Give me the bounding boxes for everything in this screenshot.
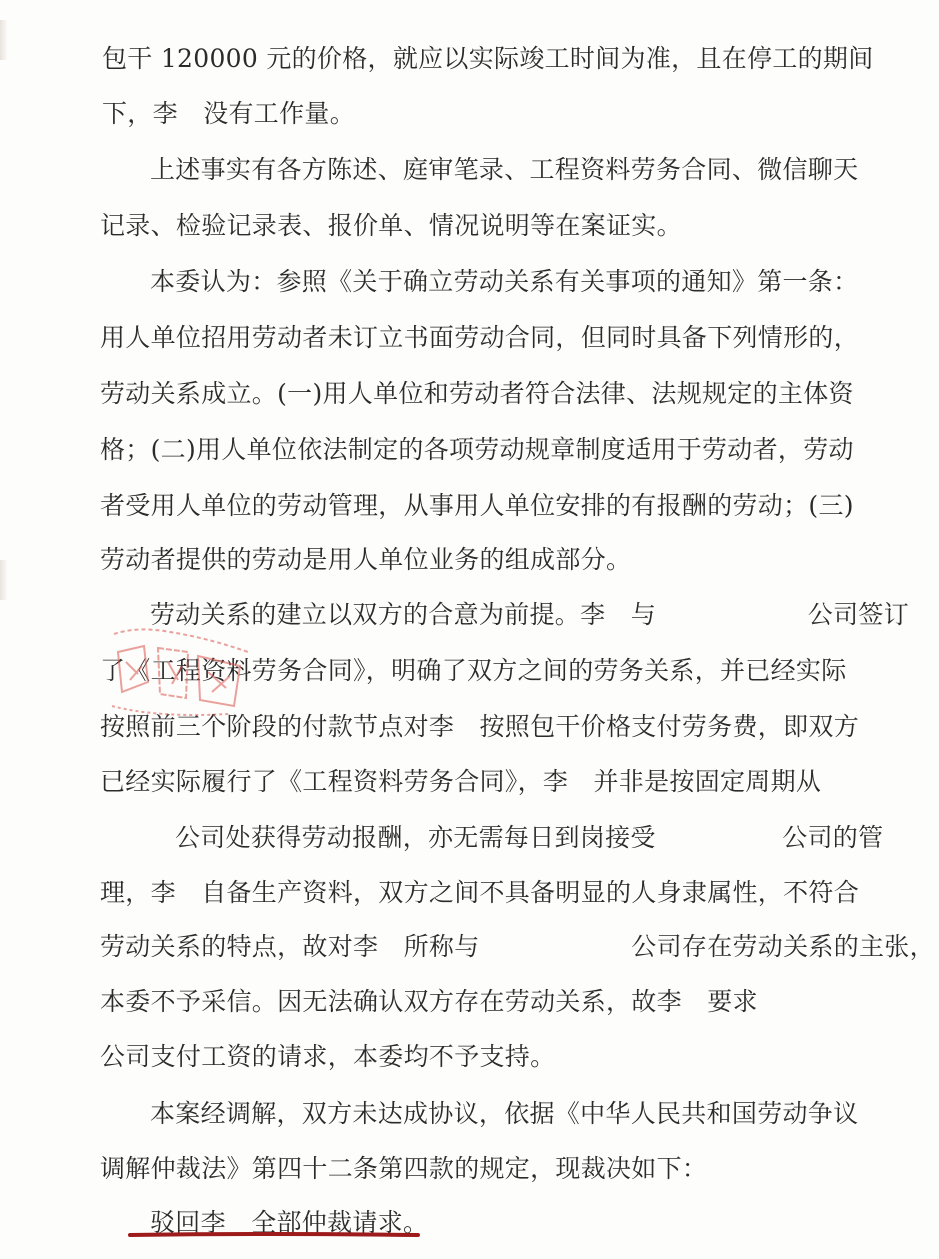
- text-line: 已经实际履行了《工程资料劳务合同》，李 并非是按固定周期从: [100, 767, 822, 796]
- text-line: 者受用人单位的劳动管理，从事用人单位安排的有报酬的劳动；(三): [100, 491, 854, 520]
- text-line: 劳动关系的特点，故对李 所称与 公司存在劳动关系的主张，: [100, 932, 935, 961]
- text-line: 了《工程资料劳务合同》，明确了双方之间的劳务关系，并已经实际: [100, 656, 847, 685]
- text-line: 记录、检验记录表、报价单、情况说明等在案证实。: [100, 211, 682, 240]
- text-line: 用人单位招用劳动者未订立书面劳动合同，但同时具备下列情形的，: [100, 323, 860, 352]
- text-line: 格；(二)用人单位依法制定的各项劳动规章制度适用于劳动者，劳动: [100, 435, 854, 464]
- text-line: 劳动者提供的劳动是用人单位业务的组成部分。: [100, 545, 632, 574]
- paragraph-start: 本委认为：参照《关于确立劳动关系有关事项的通知》第一条：: [150, 267, 859, 296]
- text-line: 理，李 自备生产资料，双方之间不具备明显的人身隶属性，不符合: [100, 878, 860, 907]
- scan-edge-mark: [0, 20, 8, 60]
- text-line: 调解仲裁法》第四十二条第四款的规定，现裁决如下：: [100, 1154, 708, 1183]
- paragraph-start: 上述事实有各方陈述、庭审笔录、工程资料劳务合同、微信聊天: [150, 155, 859, 184]
- paragraph-start: 劳动关系的建立以双方的合意为前提。李 与 公司签订: [150, 600, 910, 629]
- ruling-text: 驳回李 全部仲裁请求。: [150, 1208, 429, 1237]
- text-line: 公司支付工资的请求，本委均不予支持。: [100, 1042, 556, 1071]
- text-line: 劳动关系成立。(一)用人单位和劳动者符合法律、法规规定的主体资: [100, 379, 854, 408]
- text-line: 包干 120000 元的价格，就应以实际竣工时间为准，且在停工的期间: [102, 44, 874, 73]
- paragraph-start: 本案经调解，双方未达成协议，依据《中华人民共和国劳动争议: [150, 1099, 859, 1128]
- text-line: 按照前三个阶段的付款节点对李 按照包干价格支付劳务费，即双方: [100, 712, 860, 741]
- text-line: 下，李 没有工作量。: [102, 99, 356, 128]
- text-line: 本委不予采信。因无法确认双方存在劳动关系，故李 要求: [100, 987, 758, 1016]
- scan-edge-mark: [0, 560, 8, 600]
- text-line: 公司处获得劳动报酬，亦无需每日到岗接受 公司的管: [175, 823, 884, 852]
